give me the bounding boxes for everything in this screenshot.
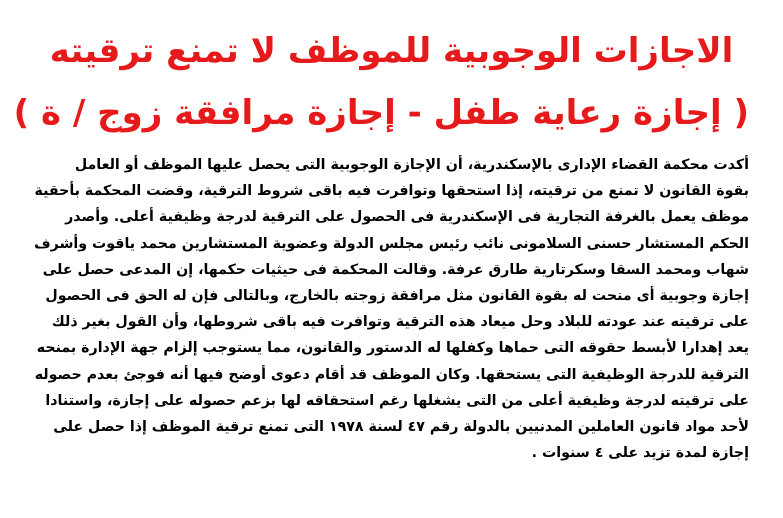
article-line: شهاب ومحمد السقا وسكرتارية طارق عرفة. وقالت المحكمة فى حيثيات حكمها، إن المدعى حصل على (42, 261, 749, 278)
article-line: على ترقيته عند عودته للبلاد وحل ميعاد هذه الترقية وتوافرت فيه باقى شروطها، وأن القول بغير ذلك (51, 314, 749, 331)
article-line: الحكم المستشار حسنى السلامونى نائب رئيس مجلس الدولة وعضوية المستشارين محمد ياقوت وأشرف (34, 235, 749, 252)
document-subtitle: ( إجازة رعاية طفل - إجازة مرافقة زوج / ة ) (13, 93, 749, 133)
article-line: لأحد مواد قانون العاملين المدنيين بالدولة رقم ٤٧ لسنة ١٩٧٨ التى تمنع ترقية الموظف إذا حصل على (53, 419, 749, 436)
document-title: الاجازات الوجوبية للموظف لا تمنع ترقيته (49, 31, 734, 71)
article-line: الترقية للدرجة الوظيفية التى يستحقها. وكان الموظف قد أقام دعوى أوضح فيها أنه فوجئ بعدم حصوله (34, 366, 749, 383)
article-line: إجازة وجوبية أى منحت له بقوة القانون مثل مرافقة زوجته بالخارج، وبالتالى فإن له الحق فى الحصول (45, 288, 749, 305)
article-line: موظف يعمل بالغرفة التجارية فى الإسكندرية فى الحصول على الترقية لدرجة وظيفية أعلى. وأصدر (65, 209, 749, 226)
article-body (34, 152, 749, 466)
article-line: على ترقيته لدرجة وظيفية أعلى من التى يشغلها رغم استحقاقه لها بزعم حصوله على إجازة، واستنادا (45, 392, 749, 409)
article-line: أكدت محكمة القضاء الإدارى بالإسكندرية، أن الإجازة الوجوبية التى يحصل عليها الموظف أو العامل (74, 157, 749, 173)
article-line: يعد إهدارا لأبسط حقوقه التى حماها وكفلها له الدستور والقانون، مما يستوجب إلزام جهة الإدارة بمنحه (36, 340, 749, 357)
article-line: إجازة لمدة تزيد على ٤ سنوات . (531, 445, 749, 462)
article-line: بقوة القانون لا تمنع من ترقيته، إذا استحقها وتوافرت فيه باقى شروط الترقية، وقضت المحكمة بأحقية (34, 183, 749, 200)
